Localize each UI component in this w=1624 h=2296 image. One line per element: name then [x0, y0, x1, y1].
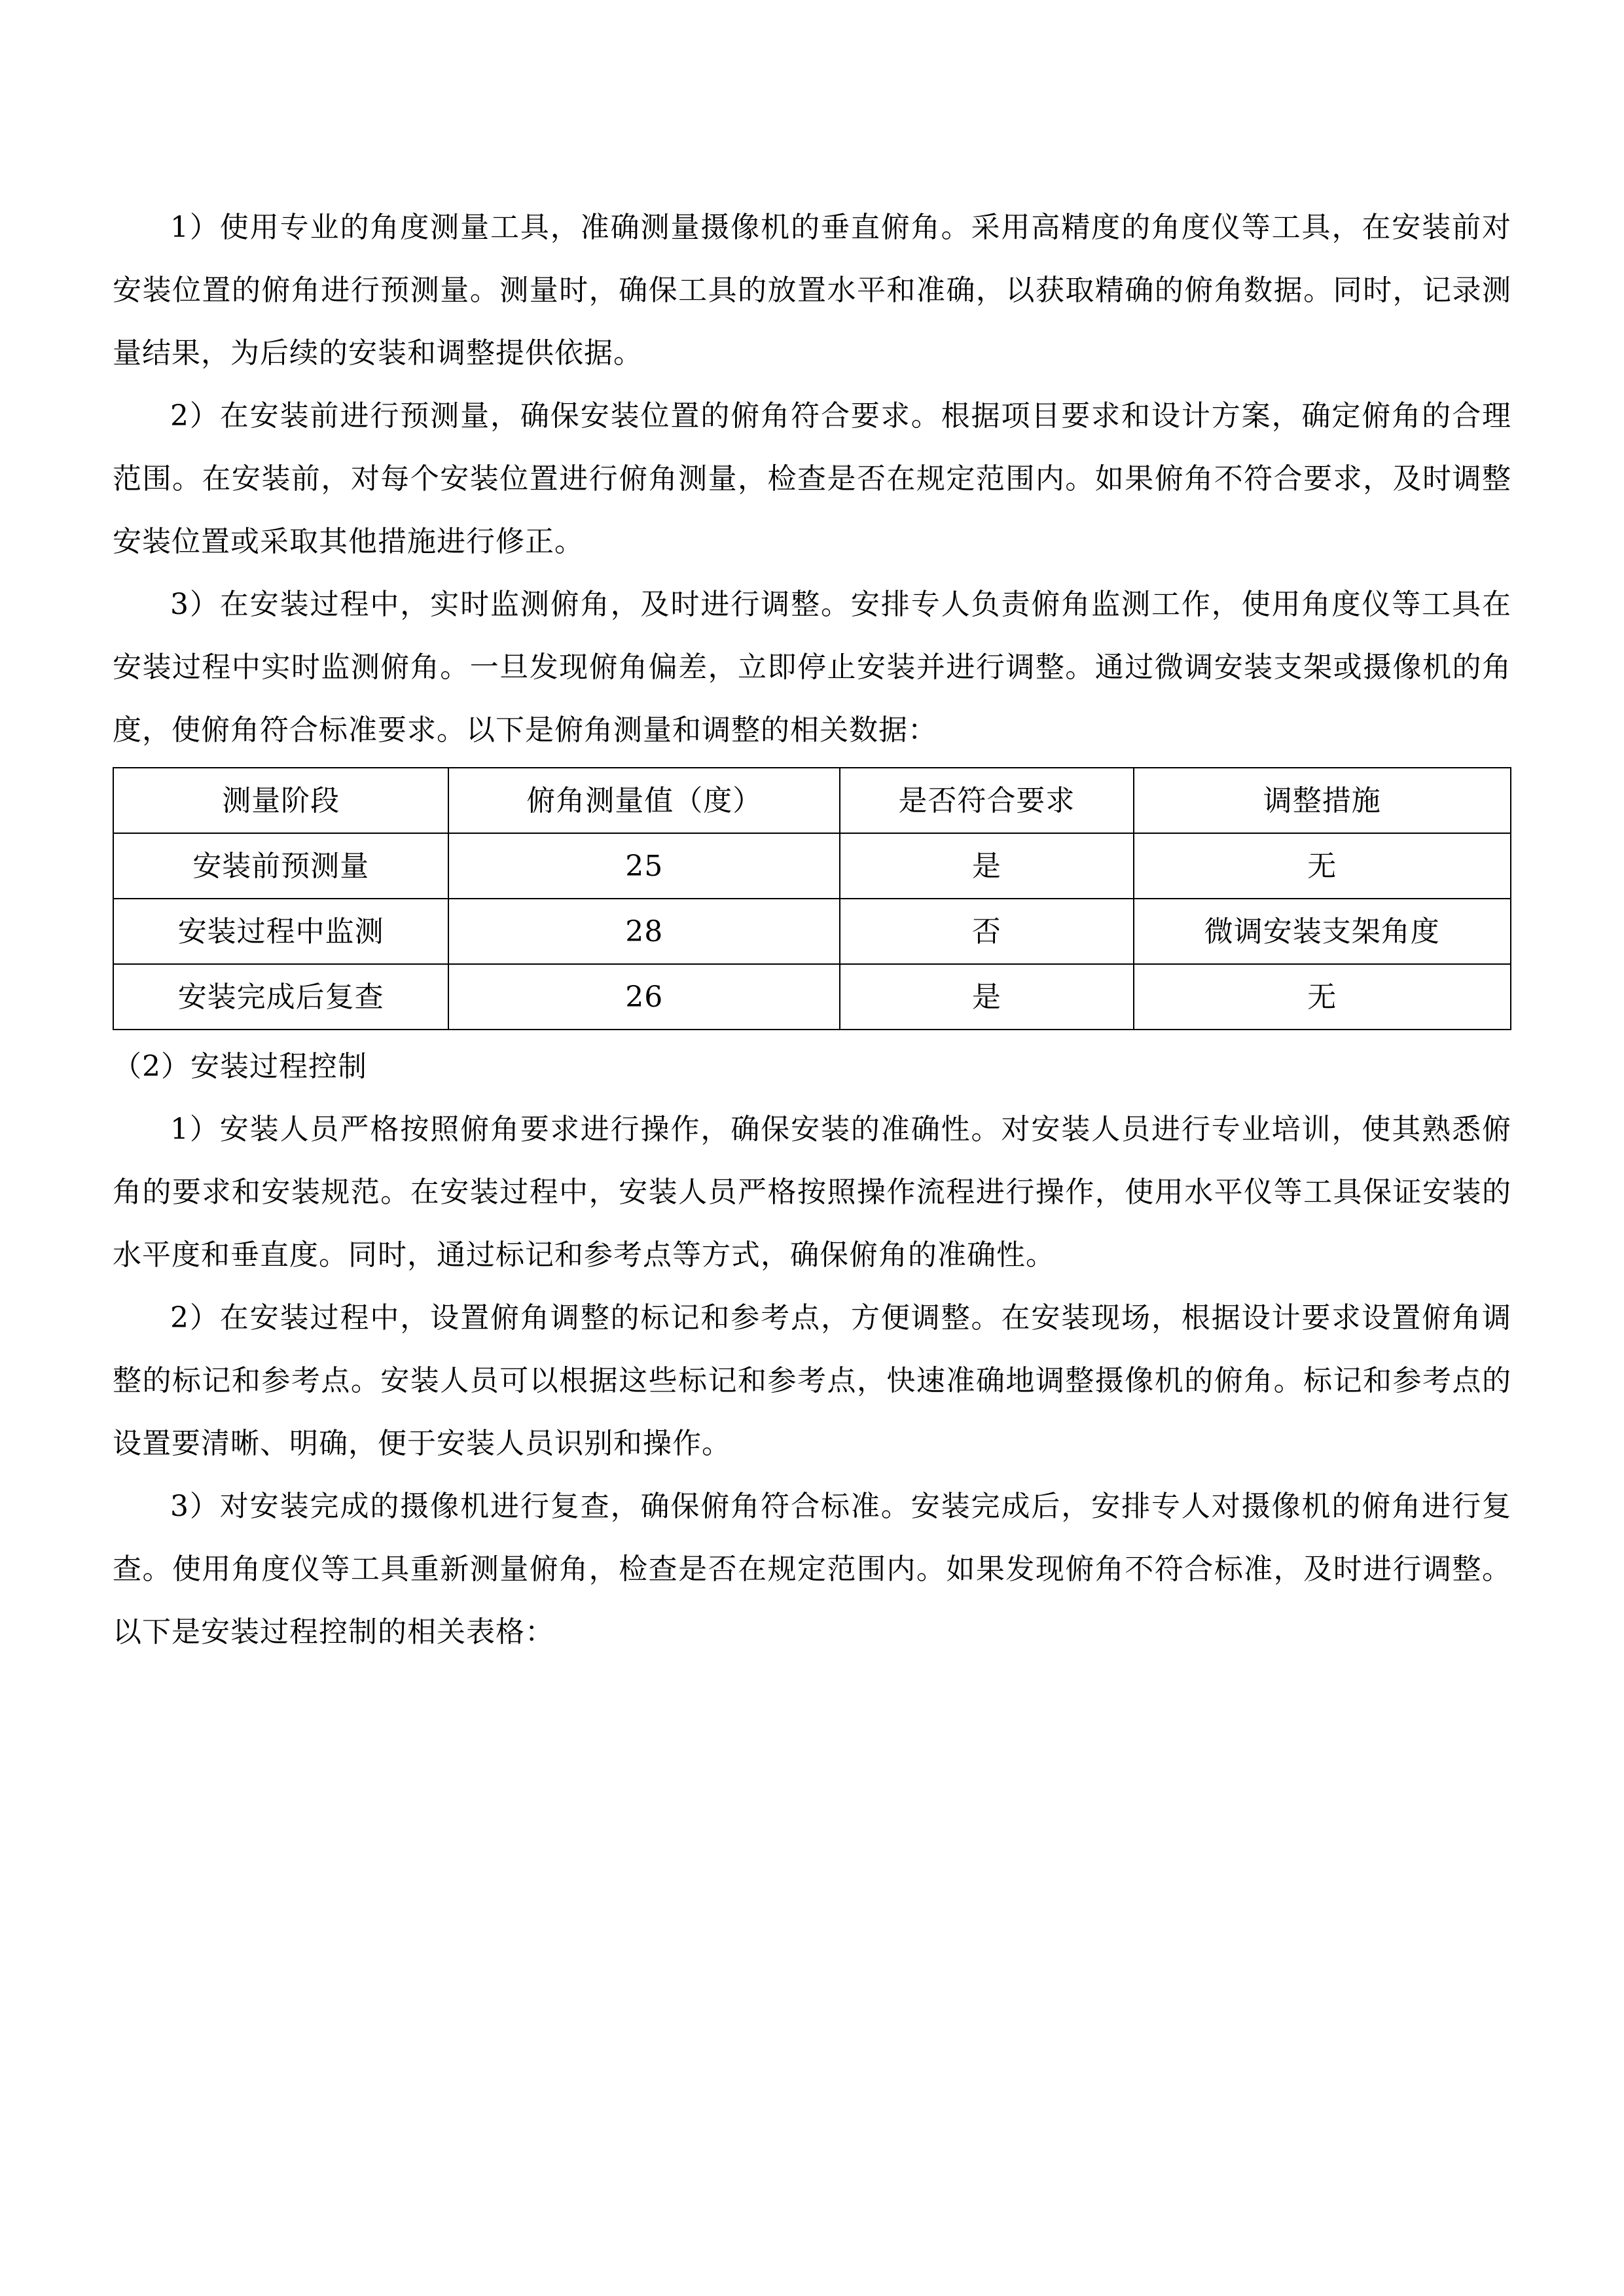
- paragraph-recheck: 3）对安装完成的摄像机进行复查，确保俯角符合标准。安装完成后，安排专人对摄像机的俯角进行复查。使用角度仪等工具重新测量俯角，检查是否在规定范围内。如果发现俯角不符合标准，及时进行调整。以下是安装过程控制的相关表格：: [113, 1490, 1511, 1649]
- table-header-cell: 俯角测量值（度）: [448, 768, 840, 833]
- paragraph-realtime-monitoring: 3）在安装过程中，实时监测俯角，及时进行调整。安排专人负责俯角监测工作，使用角度仪等工具在安装过程中实时监测俯角。一旦发现俯角偏差，立即停止安装并进行调整。通过微调安装支架或摄像机的角度，使俯角符合标准要求。以下是俯角测量和调整的相关数据：: [113, 588, 1511, 747]
- paragraph-measure-tools: 1）使用专业的角度测量工具，准确测量摄像机的垂直俯角。采用高精度的角度仪等工具，在安装前对安装位置的俯角进行预测量。测量时，确保工具的放置水平和准确，以获取精确的俯角数据。同时，记录测量结果，为后续的安装和调整提供依据。: [113, 211, 1511, 370]
- table-cell: 25: [448, 833, 840, 899]
- page-content: [113, 196, 1511, 1664]
- table-row: [113, 899, 1511, 964]
- table-row: [113, 833, 1511, 899]
- table-cell: 无: [1134, 964, 1511, 1030]
- table-cell: 28: [448, 899, 840, 964]
- table-cell: 否: [840, 899, 1133, 964]
- table-header-cell: 调整措施: [1134, 768, 1511, 833]
- angle-measurement-table: [113, 767, 1511, 1030]
- paragraph-installer-operation: 1）安装人员严格按照俯角要求进行操作，确保安装的准确性。对安装人员进行专业培训，使其熟悉俯角的要求和安装规范。在安装过程中，安装人员严格按照操作流程进行操作，使用水平仪等工具保证安装的水平度和垂直度。同时，通过标记和参考点等方式，确保俯角的准确性。: [113, 1113, 1511, 1272]
- paragraph-marks-reference-points: 2）在安装过程中，设置俯角调整的标记和参考点，方便调整。在安装现场，根据设计要求设置俯角调整的标记和参考点。安装人员可以根据这些标记和参考点，快速准确地调整摄像机的俯角。标记和参考点的设置要清晰、明确，便于安装人员识别和操作。: [113, 1301, 1511, 1460]
- table-cell: 安装过程中监测: [113, 899, 448, 964]
- table-cell: 安装完成后复查: [113, 964, 448, 1030]
- table-cell: 安装前预测量: [113, 833, 448, 899]
- table-row: [113, 964, 1511, 1030]
- table-cell: 微调安装支架角度: [1134, 899, 1511, 964]
- table-header-cell: 是否符合要求: [840, 768, 1133, 833]
- paragraph-pre-measurement: 2）在安装前进行预测量，确保安装位置的俯角符合要求。根据项目要求和设计方案，确定俯角的合理范围。在安装前，对每个安装位置进行俯角测量，检查是否在规定范围内。如果俯角不符合要求，及时调整安装位置或采取其他措施进行修正。: [113, 399, 1511, 558]
- table-header-cell: 测量阶段: [113, 768, 448, 833]
- table-cell: 无: [1134, 833, 1511, 899]
- table-cell: 是: [840, 833, 1133, 899]
- table-cell: 26: [448, 964, 840, 1030]
- table-header-row: [113, 768, 1511, 833]
- table-cell: 是: [840, 964, 1133, 1030]
- section-subheading: （2）安装过程控制: [113, 1050, 367, 1083]
